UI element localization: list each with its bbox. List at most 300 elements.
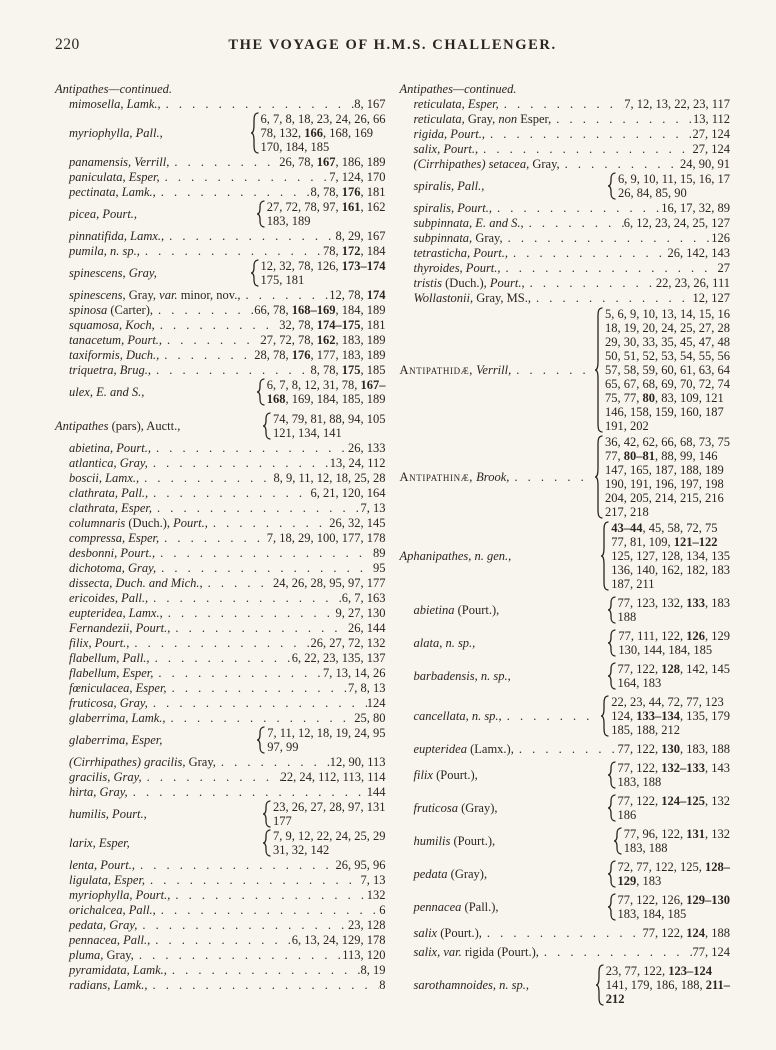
page-lines [254,348,385,362]
name-segment: larix, Esper, [69,836,130,850]
entry-name [400,127,486,141]
name-segment: humilis, Pourt., [69,807,147,821]
page-numbers [250,112,386,154]
dot-leader [508,246,668,260]
page-lines [605,307,730,433]
dot-leader [150,651,292,665]
page-line: 27, 124 [692,127,730,141]
index-entry [55,576,386,590]
page-numbers [273,576,386,590]
index-entry [55,800,386,828]
entry-name [55,501,152,515]
name-segment: taxiformis, Duch., [69,348,160,362]
page-lines [373,546,386,560]
brace-icon [594,435,603,519]
name-segment: pectinata, Lamk., [69,185,156,199]
page-line: 75, 77, 80, 83, 109, 121 [605,391,724,405]
brace-path [595,436,602,518]
page-numbers [661,201,730,215]
page-numbers [256,726,385,754]
dot-leader [151,441,348,455]
name-segment: radians, Lamk., [69,978,148,992]
entry-name [55,385,144,399]
page-lines [373,561,386,575]
index-entry [400,945,731,959]
page-numbers [323,666,386,680]
index-column-right [400,82,731,1007]
page-line: 26, 32, 145 [329,516,386,530]
index-entry [55,888,386,902]
dot-leader [137,918,348,932]
page-lines [661,201,730,215]
page-numbers [311,185,386,199]
page-lines [348,441,386,455]
page-line: 141, 179, 186, 188, 211– [605,978,730,992]
name-segment: (Carter), [107,303,154,317]
index-entry [55,696,386,710]
page-line: 204, 205, 214, 215, 216 [605,491,724,505]
page-lines [273,576,386,590]
dot-leader [151,363,311,377]
page-numbers [624,216,730,230]
dot-leader [128,785,367,799]
entry-name [55,576,203,590]
name-segment: var. [159,288,178,302]
entry-name [55,441,151,455]
entry-name [400,867,488,881]
page-line: 22, 23, 26, 111 [655,276,730,290]
page-numbers [656,276,730,290]
page-line: 16, 17, 32, 89 [661,201,730,215]
name-segment: Brook, [473,470,510,484]
brace-icon [607,794,616,822]
brace-icon [607,629,616,657]
entry-name [400,157,560,171]
entry-name [400,709,502,723]
page-line: 26, 84, 85, 90 [617,186,687,200]
brace-icon [256,200,265,228]
brace-path [608,630,615,656]
page-line: 164, 183 [617,676,662,690]
page-numbers [711,231,730,245]
page-lines [354,711,385,725]
name-segment: Gray, MS., [473,291,531,305]
entry-name [55,333,162,347]
name-segment: eupteridea, Lamx., [69,606,163,620]
page-numbers [595,964,730,1006]
entry-name [55,97,161,111]
brace-icon [262,412,271,440]
page-lines [281,770,386,784]
brace-icon [250,112,259,154]
index-entry [55,858,386,872]
entry-name [400,261,501,275]
page-lines [267,378,386,406]
brace-icon [607,761,616,789]
dot-leader [492,201,661,215]
page-header [55,36,730,58]
page-line: 7, 124, 170 [329,170,386,184]
dot-leader [166,711,355,725]
page-lines [311,486,386,500]
index-entry [55,546,386,560]
entry-name [55,288,240,302]
index-entry [400,112,731,126]
index-entry [55,636,386,650]
index-entry [55,785,386,799]
page-numbers [329,170,385,184]
brace-path [596,965,603,1005]
page-numbers [643,926,731,940]
name-segment: spinescens, [69,288,126,302]
entry-name [55,266,157,280]
entry-name [55,978,147,992]
index-entry [55,726,386,754]
brace-icon [607,893,616,921]
page-lines [329,288,385,302]
page-numbers [256,378,386,406]
index-entry [400,742,731,756]
page-line: 188 [617,610,637,624]
entry-name [55,207,137,221]
index-columns [55,82,730,1007]
page-lines [611,521,730,591]
brace-icon [595,964,604,1006]
dot-leader [153,666,323,680]
brace-path [601,522,608,590]
page-line: 190, 191, 196, 197, 198 [605,477,724,491]
entry-name [55,244,140,258]
brace-path [257,379,264,405]
dot-leader [153,303,254,317]
name-segment: fœniculacea, Esper, [69,681,167,695]
page-numbers [600,521,730,591]
brace-path [601,696,608,736]
page-line: 29, 30, 33, 35, 45, 47, 48 [605,335,730,349]
page-line: 12, 78, 174 [329,288,386,302]
entry-name [55,933,150,947]
page-numbers [336,606,386,620]
entry-name [55,516,208,530]
dot-leader [502,709,601,723]
page-line: 6, 7, 8, 18, 23, 24, 26, 66 [260,112,386,126]
page-line: 23, 77, 122, 123–124 [605,964,712,978]
index-entry [55,200,386,228]
name-segment: (Pourt.), [497,945,539,959]
index-entry [400,261,731,275]
page-line: 136, 140, 162, 182, 183 [611,563,730,577]
brace-path [263,413,270,439]
page-lines [367,785,386,799]
page-numbers [594,307,730,433]
name-segment: dichotoma, Gray, [69,561,157,575]
page-line: 26, 27, 72, 132 [310,636,386,650]
name-segment: glaberrima, Lamk., [69,711,166,725]
page-line: 6, 13, 24, 129, 178 [291,933,386,947]
page-numbers [267,531,386,545]
page-numbers [323,244,386,258]
page-numbers [254,303,385,317]
dot-leader [551,112,693,126]
page-line: 26, 144 [348,621,386,635]
page-line: 26, 142, 143 [667,246,730,260]
index-entry [55,112,386,154]
name-segment: salix, var. [413,945,462,959]
page-numbers [693,112,730,126]
page-lines [279,155,385,169]
page-lines [361,873,386,887]
dot-leader [147,978,379,992]
page-numbers [613,827,730,855]
entry-name [55,963,167,977]
page-lines [361,963,386,977]
page-numbers [367,696,386,710]
index-entry [400,172,731,200]
index-entry [400,827,731,855]
page-lines [611,695,730,737]
name-segment: gracilis, Gray, [69,770,142,784]
name-segment: (Gray), [447,867,488,881]
page-line: 31, 32, 142 [273,843,330,857]
page-numbers [250,259,386,287]
entry-name [55,621,170,635]
name-segment: (Pourt.), [454,603,500,617]
page-line: 5, 6, 9, 10, 13, 14, 15, 16 [605,307,730,321]
dot-leader [135,858,336,872]
page-numbers [348,918,386,932]
page-line: 217, 218 [605,505,649,519]
page-lines [618,629,730,657]
page-lines [336,606,386,620]
page-lines [618,860,731,888]
name-segment: spinosa [69,303,108,317]
page-line: 186 [617,808,637,822]
page-numbers [618,742,731,756]
dot-leader [170,888,366,902]
page-numbers [329,516,385,530]
page-lines [379,903,385,917]
name-segment: ligulata, Esper, [69,873,146,887]
page-lines [311,636,386,650]
entry-name [400,978,530,992]
page-line: 7, 13, 14, 26 [323,666,386,680]
name-segment: tetrasticha, Pourt., [413,246,508,260]
name-segment: picea, Pourt., [69,207,138,221]
page-line: 26, 133 [348,441,386,455]
page-lines [618,662,731,690]
dot-leader [216,755,330,769]
page-line: 18, 19, 20, 24, 25, 27, 28 [605,321,730,335]
index-entry [55,948,386,962]
brace-path [257,727,264,753]
entry-name [400,669,511,683]
page-numbers [354,97,385,111]
page-line: 77, 124 [692,945,730,959]
page-line: 77, 96, 122, 131, 132 [623,827,730,841]
page-line: 183, 188 [617,775,662,789]
page-line: 78, 132, 166, 168, 169 [260,126,373,140]
page-numbers [361,963,386,977]
entry-name [55,348,159,362]
page-line: 177 [273,814,292,828]
entry-name [55,419,180,433]
name-segment: pumila, n. sp., [69,244,140,258]
name-segment: Aphanipathes, n. gen., [399,549,512,563]
page-lines [656,276,730,290]
page-line: 121, 134, 141 [273,426,342,440]
page-lines [618,893,731,921]
page-line: 22, 23, 44, 72, 77, 123 [611,695,724,709]
page-line: 6, 9, 10, 11, 15, 16, 17 [617,172,730,186]
page-numbers [693,142,731,156]
index-column-left [55,82,386,1007]
dot-leader [208,516,329,530]
page-line: 66, 78, 168–169, 184, 189 [254,303,386,317]
entry-name [55,733,162,747]
index-entry [55,441,386,455]
page-line: 6, 22, 23, 135, 137 [291,651,386,665]
page-lines [336,858,386,872]
page-lines [618,794,731,822]
page-line: 25, 80 [354,711,386,725]
page-line: 191, 202 [605,419,649,433]
page-line: 170, 184, 185 [260,140,330,154]
index-entry [55,170,386,184]
dot-leader [134,948,342,962]
name-segment: squamosa, Koch, [69,318,155,332]
index-entry [55,412,386,440]
entry-name [55,696,148,710]
name-segment: Antipathes [399,82,453,96]
page-number: 220 [55,36,80,53]
entry-name [55,531,159,545]
entry-name [400,900,499,914]
page-line: 124 [366,696,386,710]
brace-icon [613,827,622,855]
page-line: 8 [379,978,386,992]
name-segment: pedata [413,867,448,881]
page-line: 65, 67, 68, 69, 70, 72, 74 [605,377,730,391]
entry-name [400,549,512,563]
entry-name [400,291,532,305]
name-segment: rigida, Pourt., [413,127,486,141]
dot-leader [148,696,367,710]
page-lines [354,97,385,111]
index-entry [55,531,386,545]
entry-name [400,97,499,111]
page-numbers [329,288,385,302]
index-entry [55,303,386,317]
entry-name [55,873,145,887]
brace-path [595,308,602,432]
page-lines [361,501,386,515]
page-numbers [342,948,385,962]
name-segment: non [498,112,518,126]
entry-name [400,470,510,484]
index-entry [55,621,386,635]
index-entry [55,770,386,784]
dot-leader [148,591,342,605]
page-line: 130, 144, 184, 185 [618,643,713,657]
page-lines [618,172,730,200]
page-line: 27 [717,261,730,275]
page-line: 57, 58, 59, 60, 61, 63, 64 [605,363,730,377]
page-lines [267,726,385,754]
dot-leader [162,333,260,347]
page-numbers [279,318,385,332]
entry-name [55,318,155,332]
page-line: 77, 122, 126, 129–130 [617,893,730,907]
entry-name [400,231,503,245]
page-lines [680,157,730,171]
page-line: 187, 211 [611,577,655,591]
name-segment: pedata, Gray, [69,918,138,932]
dot-leader [482,926,643,940]
page-line: 144 [366,785,386,799]
entry-name [400,768,478,782]
page-numbers [348,621,386,635]
dot-leader [501,261,718,275]
index-entry [400,276,731,290]
brace-icon [600,521,609,591]
index-entry [400,435,731,519]
index-entry [55,755,386,769]
entry-name [55,755,216,769]
entry-name [55,711,166,725]
name-segment: ulex, E. and S., [69,385,145,399]
index-entry [55,348,386,362]
index-entry [55,873,386,887]
page-line: 24, 26, 28, 95, 97, 177 [273,576,386,590]
page-lines [624,827,730,855]
page-numbers [311,363,386,377]
page-line: 125, 127, 128, 134, 135 [611,549,730,563]
index-entry [55,918,386,932]
name-segment: (Duch.), [125,516,174,530]
page-lines [261,333,386,347]
page-numbers [281,770,386,784]
page-line: 129, 183 [617,874,662,888]
page-line: 27, 72, 78, 162, 183, 189 [260,333,386,347]
entry-name [55,666,153,680]
entry-name [400,363,512,377]
page-numbers [379,978,385,992]
page-line: 77, 122, 124–125, 132 [617,794,730,808]
page-line: 175, 181 [260,273,305,287]
entry-name [400,216,524,230]
brace-path [608,795,615,821]
dot-leader [503,231,712,245]
page-lines [292,651,386,665]
page-lines [348,681,386,695]
name-segment: subpinnata, E. and S., [413,216,524,230]
page-numbers [600,695,730,737]
index-entry [55,363,386,377]
name-segment: Antipathidæ, [399,363,474,377]
entry-name [55,651,150,665]
page-line: 72, 77, 122, 125, 128– [617,860,730,874]
page-line: 32, 78, 174–175, 181 [279,318,386,332]
entry-name [400,112,552,126]
index-entry [55,516,386,530]
page-line: 7, 12, 13, 22, 23, 117 [624,97,730,111]
dot-leader [159,348,254,362]
page-line: 6, 12, 23, 24, 25, 127 [623,216,730,230]
brace-icon [607,860,616,888]
index-entry [400,893,731,921]
page-numbers [607,596,731,624]
page-line: 24, 90, 91 [680,157,730,171]
